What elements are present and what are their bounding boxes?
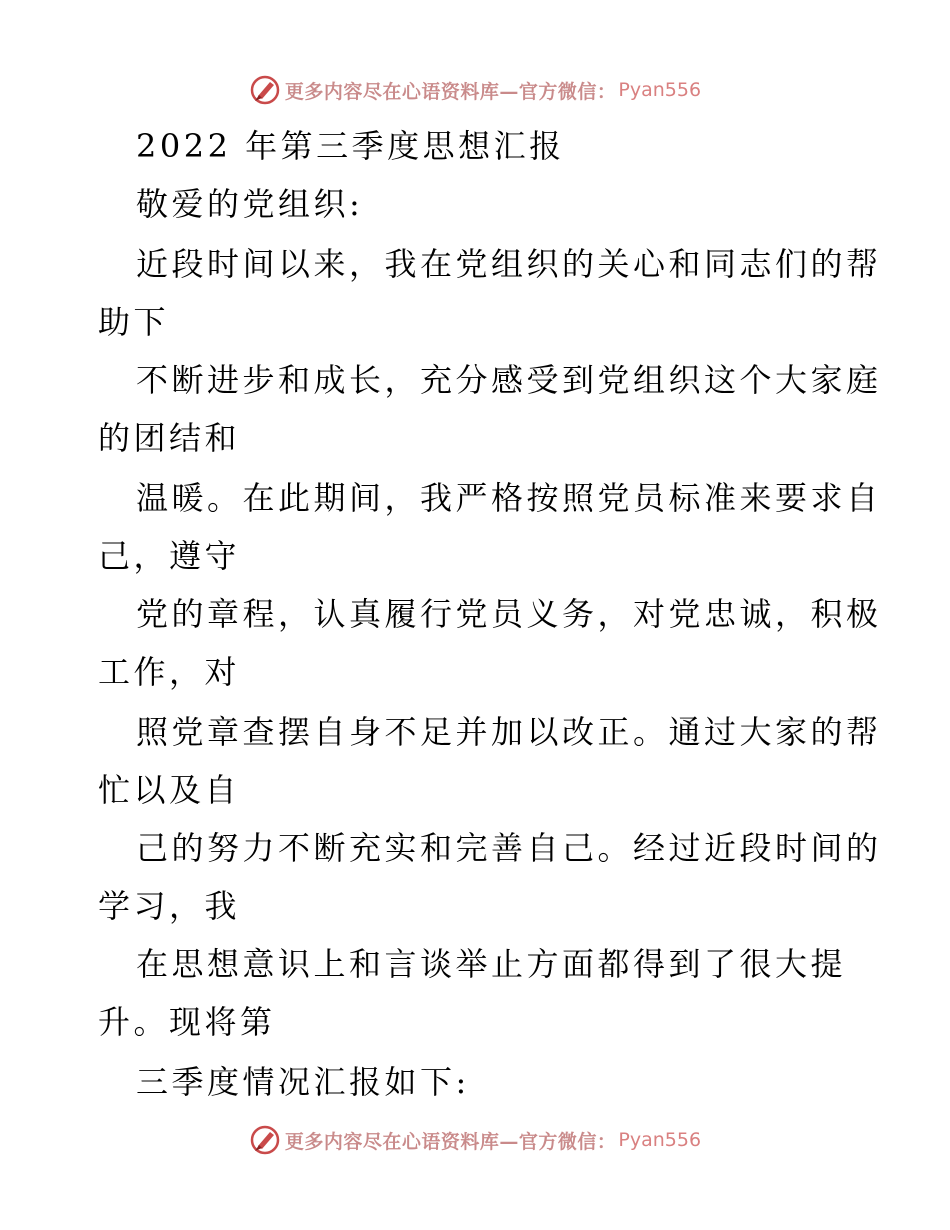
body-line: 照党章查摆自身不足并加以改正。通过大家的帮 (136, 713, 882, 751)
watermark-wechat-id: Pyan556 (618, 79, 702, 101)
watermark-wechat-id: Pyan556 (618, 1129, 702, 1151)
body-line: 学习，我 (98, 887, 241, 925)
body-line: 三季度情况汇报如下: (136, 1063, 470, 1101)
pen-logo-icon (249, 74, 281, 106)
document-title: 2022 年第三季度思想汇报 (136, 127, 565, 165)
body-line: 温暖。在此期间，我严格按照党员标准来要求自 (136, 479, 882, 517)
body-line: 在思想意识上和言谈举止方面都得到了很大提 (136, 945, 847, 983)
body-line: 工作，对 (98, 653, 241, 691)
body-line: 的团结和 (98, 419, 241, 457)
body-line: 己，遵守 (98, 537, 241, 575)
body-line: 升。现将第 (98, 1003, 276, 1041)
body-line: 近段时间以来，我在党组织的关心和同志们的帮 (136, 245, 882, 283)
watermark-text: 更多内容尽在心语资料库—官方微信： (284, 1130, 617, 1153)
watermark-text: 更多内容尽在心语资料库—官方微信： (284, 80, 617, 103)
pen-logo-icon (249, 1124, 281, 1156)
body-line: 忙以及自 (98, 771, 241, 809)
body-line: 党的章程，认真履行党员义务，对党忠诚，积极 (136, 595, 882, 633)
body-line: 助下 (98, 303, 170, 341)
watermark-banner-top (0, 70, 950, 110)
body-line: 己的努力不断充实和完善自己。经过近段时间的 (136, 829, 882, 867)
watermark-banner-bottom (0, 1120, 950, 1160)
body-line: 不断进步和成长，充分感受到党组织这个大家庭 (136, 361, 882, 399)
salutation: 敬爱的党组织: (136, 185, 364, 223)
